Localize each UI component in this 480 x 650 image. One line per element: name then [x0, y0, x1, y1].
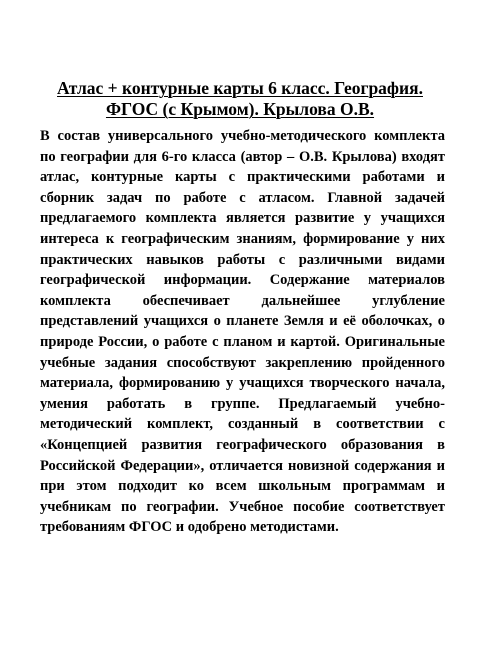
title-line-1: Атлас + контурные карты 6 класс. География. [57, 78, 423, 98]
document-title [40, 78, 440, 120]
title-line-2: ФГОС (с Крымом). Крылова О.В. [105, 99, 375, 119]
document-body-paragraph: В состав универсального учебно-методического комплекта по географии для 6-го класса (автор – О.В. Крылова) входят атлас, контурные карты с практическими работами и сборник задач по работе с атласом. Главной задачей предлагаемого комплекта является развитие у учащихся интереса к географическим знаниям, формирование у них практических навыков работы с различными видами географической информации. Содержание материалов комплекта обеспечивает дальнейшее углубление представлений учащихся о планете Земля и её оболочках, о природе России, о работе с планом и картой. Оригинальные учебные задания способствуют закреплению пройденного материала, формированию у учащихся творческого начала, умения работать в группе. Предлагаемый учебно-методический комплект, созданный в соответствии с «Концепцией развития географического образования в Российской Федерации», отличается новизной содержания и при этом подходит ко всем школьным программам и учебникам по географии. Учебное пособие соответствует требованиям ФГОС и одобрено методистами. [40, 128, 445, 536]
